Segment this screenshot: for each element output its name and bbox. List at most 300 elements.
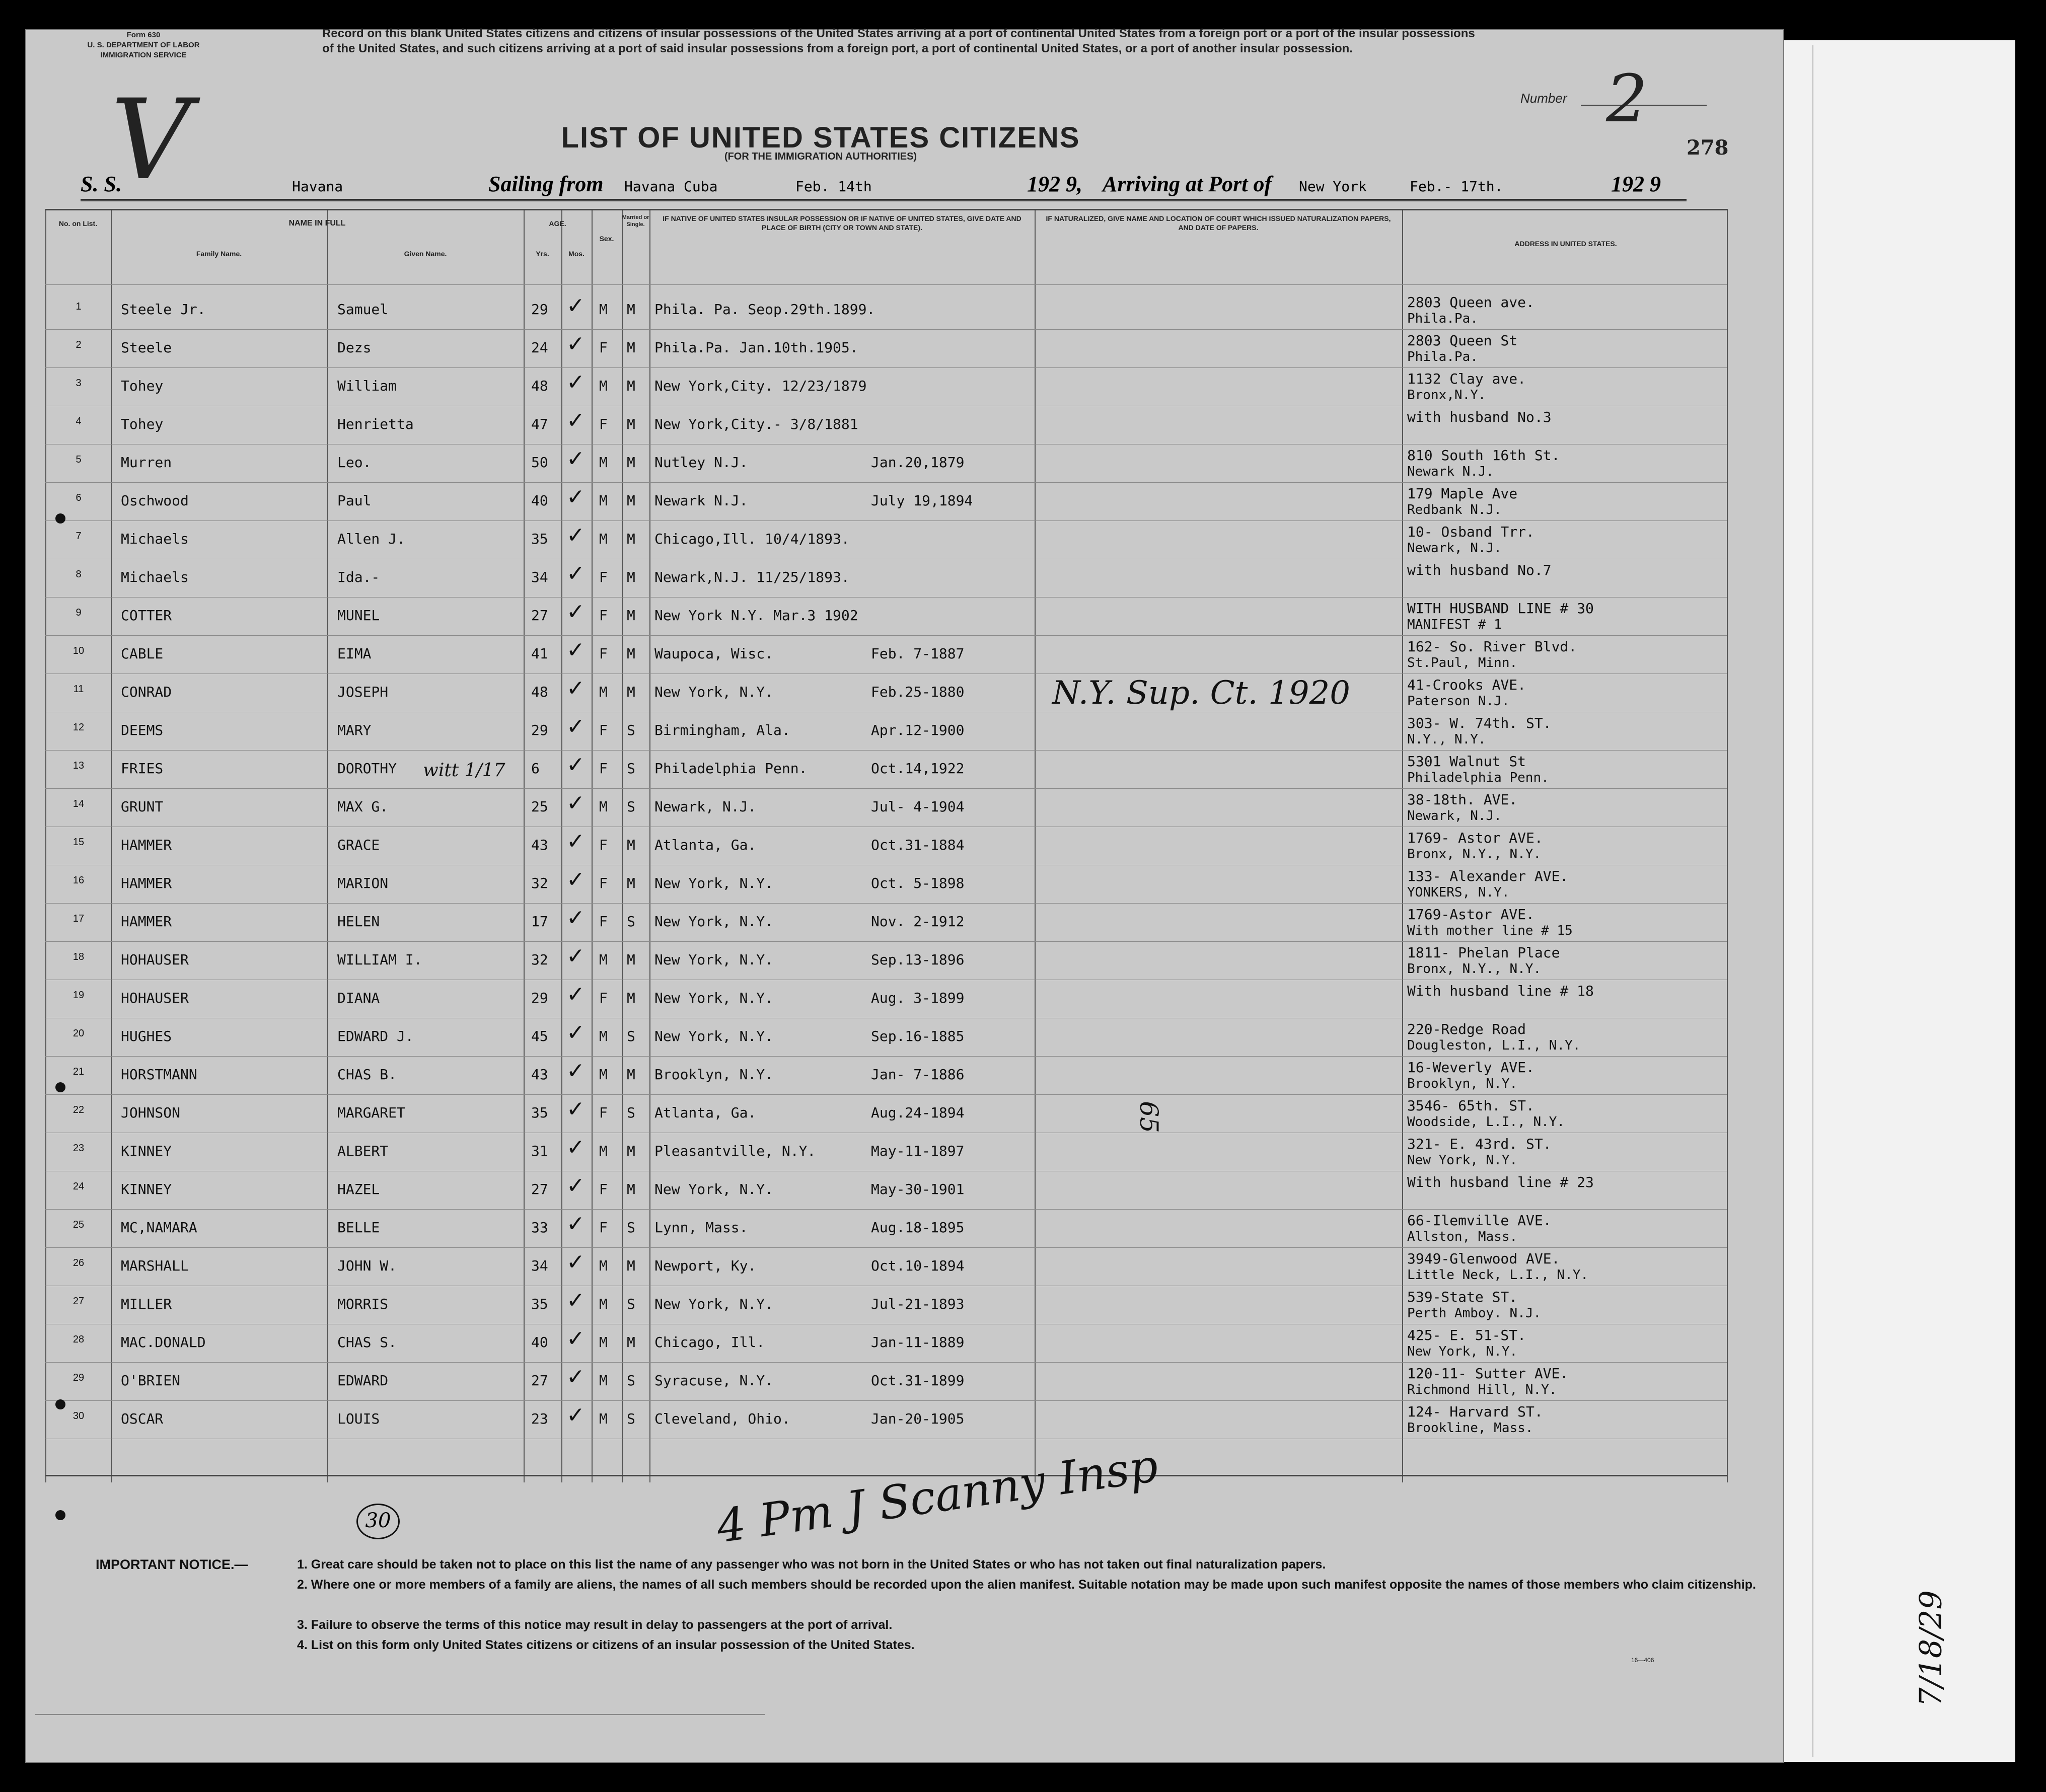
row-number: 2	[76, 339, 82, 350]
sex: F	[599, 760, 608, 777]
birth-place: Lynn, Mass.	[654, 1219, 748, 1236]
marital-status: S	[627, 1296, 635, 1312]
marital-status: M	[627, 1257, 635, 1274]
marital-status: M	[627, 1066, 635, 1083]
birth-date: Sep.16-1885	[871, 1028, 965, 1044]
address-line-2: Dougleston, L.I., N.Y.	[1407, 1038, 1581, 1053]
address-line-2: MANIFEST # 1	[1407, 617, 1502, 632]
marital-status: S	[627, 722, 635, 738]
arriving-port: New York	[1299, 178, 1367, 195]
given-name: MORRIS	[337, 1296, 389, 1312]
header-rule	[45, 284, 1727, 285]
check-mark-icon: ✓	[566, 1364, 585, 1390]
family-name: HUGHES	[121, 1028, 172, 1044]
address-line-1: 66-Ilemville AVE.	[1407, 1212, 1552, 1229]
age-years: 29	[531, 301, 548, 318]
family-name: Michaels	[121, 531, 189, 547]
row-number: 27	[72, 1296, 85, 1307]
col-rule	[45, 209, 46, 1482]
check-mark-icon: ✓	[566, 1096, 585, 1122]
address-line-2: YONKERS, N.Y.	[1407, 885, 1510, 900]
department-name: U. S. DEPARTMENT OF LABOR	[87, 41, 200, 49]
given-name: CHAS S.	[337, 1334, 397, 1351]
address-line-1: 120-11- Sutter AVE.	[1407, 1365, 1569, 1382]
row-rule	[45, 1362, 1727, 1363]
col-rule	[622, 209, 623, 1482]
sex: F	[599, 1104, 608, 1121]
address-line-1: 3546- 65th. ST.	[1407, 1097, 1534, 1114]
marital-status: M	[627, 951, 635, 968]
row-number: 17	[72, 913, 85, 924]
birth-date: July 19,1894	[871, 492, 973, 509]
family-name: HAMMER	[121, 875, 172, 891]
age-years: 34	[531, 569, 548, 585]
birth-place: New York,City.- 3/8/1881	[654, 416, 858, 432]
row-number: 18	[72, 951, 85, 962]
inspector-signature: 4 Pm J Scanny Insp	[713, 1439, 1161, 1553]
row-number: 13	[72, 760, 85, 771]
check-mark-icon: ✓	[566, 637, 585, 663]
sex: F	[599, 990, 608, 1006]
address-line-2: St.Paul, Minn.	[1407, 655, 1518, 670]
row-number: 26	[72, 1257, 85, 1268]
check-mark-icon: ✓	[566, 1020, 585, 1046]
age-years: 40	[531, 1334, 548, 1351]
given-name: Paul	[337, 492, 372, 509]
row-number: 25	[72, 1219, 85, 1230]
row-rule	[45, 903, 1727, 904]
marital-status: S	[627, 913, 635, 930]
col-header-naturalized: IF NATURALIZED, GIVE NAME AND LOCATION OF COURT WHICH ISSUED NATURALIZATION PAPERS, AND DATE OF PAPERS.	[1046, 214, 1391, 232]
address-line-1: WITH HUSBAND LINE # 30	[1407, 600, 1594, 617]
address-line-1: 2803 Queen ave.	[1407, 294, 1534, 311]
sex: M	[599, 531, 608, 547]
check-mark-icon: ✓	[566, 561, 585, 586]
address-line-1: 303- W. 74th. ST.	[1407, 715, 1552, 731]
row-number: 3	[76, 378, 82, 389]
col-header-address: ADDRESS IN UNITED STATES.	[1514, 240, 1617, 248]
col-header-family: Family Name.	[196, 250, 242, 258]
address-line-1: 5301 Walnut St	[1407, 753, 1526, 770]
address-line-1: 810 South 16th St.	[1407, 447, 1560, 464]
notice-item-2: 2. Where one or more members of a family are aliens, the names of all such members should be recorded upon the alien manifest. Suitable notation may be made upon such manifest opposite the names of those members who claim citizenship.	[297, 1578, 1756, 1592]
marital-status: M	[627, 684, 635, 700]
row-rule	[45, 788, 1727, 789]
birth-place: Cleveland, Ohio.	[654, 1410, 790, 1427]
marital-status: S	[627, 798, 635, 815]
birth-place: New York,City. 12/23/1879	[654, 378, 867, 394]
marital-status: M	[627, 492, 635, 509]
marital-status: S	[627, 1104, 635, 1121]
col-rule	[111, 209, 112, 1482]
age-years: 32	[531, 875, 548, 891]
marital-status: M	[627, 1334, 635, 1351]
address-line-2: New York, N.Y.	[1407, 1153, 1518, 1168]
given-name: MARION	[337, 875, 389, 891]
address-line-1: 38-18th. AVE.	[1407, 791, 1518, 808]
address-line-1: 179 Maple Ave	[1407, 485, 1518, 502]
col-header-yrs: Yrs.	[536, 250, 549, 258]
address-line-2: Newark, N.J.	[1407, 808, 1502, 824]
row-number: 5	[76, 454, 82, 465]
birth-place: New York, N.Y.	[654, 1028, 774, 1044]
check-mark-icon: ✓	[566, 943, 585, 969]
check-mark-icon: ✓	[566, 829, 585, 854]
voyage-rule	[81, 199, 1687, 201]
check-mark-icon: ✓	[566, 599, 585, 625]
address-line-1: 425- E. 51-ST.	[1407, 1327, 1526, 1343]
check-mark-icon: ✓	[566, 905, 585, 931]
sex: M	[599, 454, 608, 471]
birth-date: Oct.31-1899	[871, 1372, 965, 1389]
marital-status: M	[627, 531, 635, 547]
family-name: JOHNSON	[121, 1104, 181, 1121]
family-name: KINNEY	[121, 1181, 172, 1198]
row-number: 30	[72, 1410, 85, 1422]
birth-date: May-30-1901	[871, 1181, 965, 1198]
address-line-2: Phila.Pa.	[1407, 349, 1478, 364]
row-number: 16	[72, 875, 85, 886]
birth-place: Chicago,Ill. 10/4/1893.	[654, 531, 850, 547]
given-name: Dezs	[337, 339, 372, 356]
birth-date: Jan- 7-1886	[871, 1066, 965, 1083]
row-rule	[45, 329, 1727, 330]
sex: M	[599, 1257, 608, 1274]
address-line-2: Bronx, N.Y., N.Y.	[1407, 961, 1542, 977]
marital-status: S	[627, 760, 635, 777]
marital-status: M	[627, 569, 635, 585]
row-rule	[45, 1247, 1727, 1248]
row-number: 12	[72, 722, 85, 733]
binder-hole	[55, 1082, 65, 1092]
address-line-2: With mother line # 15	[1407, 923, 1573, 938]
check-mark-icon: ✓	[566, 293, 585, 319]
sex: M	[599, 301, 608, 318]
row-number: 8	[76, 569, 82, 580]
age-years: 47	[531, 416, 548, 432]
marital-status: M	[627, 339, 635, 356]
family-name: COTTER	[121, 607, 172, 624]
address-line-2: Richmond Hill, N.Y.	[1407, 1382, 1557, 1397]
col-header-given: Given Name.	[404, 250, 447, 258]
address-line-1: 1811- Phelan Place	[1407, 944, 1560, 961]
family-name: CABLE	[121, 645, 164, 662]
col-header-name: NAME IN FULL	[288, 219, 346, 228]
sex: M	[599, 1334, 608, 1351]
address-line-2: Philadelphia Penn.	[1407, 770, 1549, 785]
table-bottom-rule	[45, 1475, 1727, 1476]
check-mark-icon: ✓	[566, 790, 585, 816]
address-line-1: 220-Redge Road	[1407, 1021, 1526, 1037]
sex: F	[599, 837, 608, 853]
notice-item-1: 1. Great care should be taken not to place on this list the name of any passenger who was not born in the United States or who has not taken out final naturalization papers.	[297, 1557, 1326, 1572]
family-name: DEEMS	[121, 722, 164, 738]
row-rule	[45, 635, 1727, 636]
sex: F	[599, 875, 608, 891]
given-name: MAX G.	[337, 798, 389, 815]
check-mark-annotation: V	[111, 76, 191, 204]
address-line-2: Phila.Pa.	[1407, 311, 1478, 326]
ss-label: S. S.	[81, 172, 122, 196]
family-name: CONRAD	[121, 684, 172, 700]
birth-date: Jul- 4-1904	[871, 798, 965, 815]
given-name: EDWARD	[337, 1372, 389, 1389]
voyage-line	[81, 171, 1692, 201]
torn-bottom-edge	[35, 1714, 765, 1735]
check-mark-icon: ✓	[566, 1173, 585, 1199]
address-line-2: Brookline, Mass.	[1407, 1421, 1533, 1436]
marital-status: S	[627, 1372, 635, 1389]
birth-date: Oct.31-1884	[871, 837, 965, 853]
given-name: BELLE	[337, 1219, 380, 1236]
sailing-label: Sailing from	[488, 172, 604, 196]
row-rule	[45, 1056, 1727, 1057]
family-name: MILLER	[121, 1296, 172, 1312]
age-years: 24	[531, 339, 548, 356]
age-years: 34	[531, 1257, 548, 1274]
sex: M	[599, 1028, 608, 1044]
family-name: GRUNT	[121, 798, 164, 815]
row-number: 24	[72, 1181, 85, 1192]
naturalization-note: N.Y. Sup. Ct. 1920	[1052, 675, 1350, 712]
check-mark-icon: ✓	[566, 446, 585, 472]
address-line-1: 162- So. River Blvd.	[1407, 638, 1577, 655]
given-name: ALBERT	[337, 1143, 389, 1159]
given-name: HAZEL	[337, 1181, 380, 1198]
check-mark-icon: ✓	[566, 867, 585, 892]
address-line-1: 133- Alexander AVE.	[1407, 868, 1569, 884]
sex: M	[599, 1143, 608, 1159]
circled-total: 30	[356, 1504, 400, 1539]
address-line-2: Bronx,N.Y.	[1407, 388, 1486, 403]
row-rule	[45, 597, 1727, 598]
given-name: EDWARD J.	[337, 1028, 414, 1044]
birth-date: Jan.20,1879	[871, 454, 965, 471]
age-years: 43	[531, 837, 548, 853]
birth-place: Birmingham, Ala.	[654, 722, 790, 738]
birth-date: Jan-11-1889	[871, 1334, 965, 1351]
given-name: MARGARET	[337, 1104, 405, 1121]
sex: F	[599, 1219, 608, 1236]
birth-place: Waupoca, Wisc.	[654, 645, 774, 662]
row-rule	[45, 1209, 1727, 1210]
sailing-year: 192 9,	[1027, 172, 1082, 196]
age-years: 35	[531, 531, 548, 547]
row-number: 11	[73, 684, 84, 695]
family-name: Tohey	[121, 416, 164, 432]
row-rule	[45, 941, 1727, 942]
given-name: Leo.	[337, 454, 372, 471]
marital-status: M	[627, 1181, 635, 1198]
row-number: 7	[76, 531, 82, 542]
age-years: 29	[531, 990, 548, 1006]
given-name: MARY	[337, 722, 372, 738]
given-name: DOROTHY	[337, 760, 397, 777]
birth-place: Atlanta, Ga.	[654, 1104, 757, 1121]
marital-status: M	[627, 607, 635, 624]
check-mark-icon: ✓	[566, 331, 585, 357]
form-department	[55, 30, 232, 60]
col-rule	[561, 209, 562, 1482]
col-header-mos: Mos.	[568, 250, 584, 258]
birth-place: New York, N.Y.	[654, 990, 774, 1006]
marital-status: M	[627, 416, 635, 432]
sex: F	[599, 1181, 608, 1198]
sex: M	[599, 492, 608, 509]
row-number: 10	[72, 645, 85, 656]
family-name: FRIES	[121, 760, 164, 777]
age-years: 17	[531, 913, 548, 930]
notice-lead: IMPORTANT NOTICE.—	[96, 1557, 248, 1572]
address-line-1: 16-Weverly AVE.	[1407, 1059, 1534, 1076]
given-name: WILLIAM I.	[337, 951, 422, 968]
age-years: 33	[531, 1219, 548, 1236]
birth-date: Feb.25-1880	[871, 684, 965, 700]
age-years: 27	[531, 1181, 548, 1198]
address-line-1: with husband No.3	[1407, 409, 1552, 425]
family-name: MAC.DONALD	[121, 1334, 206, 1351]
sex: F	[599, 913, 608, 930]
address-line-1: 321- E. 43rd. ST.	[1407, 1136, 1552, 1152]
birth-date: May-11-1897	[871, 1143, 965, 1159]
arriving-year: 192 9	[1611, 172, 1661, 196]
row-rule	[45, 367, 1727, 368]
col-header-no: No. on List.	[58, 219, 98, 228]
family-name: HOHAUSER	[121, 990, 189, 1006]
sailing-date: Feb. 14th	[795, 178, 872, 195]
row-number: 21	[72, 1066, 85, 1077]
marital-status: M	[627, 837, 635, 853]
age-years: 43	[531, 1066, 548, 1083]
binder-hole	[55, 1399, 65, 1409]
family-name: HAMMER	[121, 913, 172, 930]
address-line-1: 3949-Glenwood AVE.	[1407, 1250, 1560, 1267]
address-line-1: With husband line # 18	[1407, 983, 1594, 999]
birth-date: Apr.12-1900	[871, 722, 965, 738]
sex: M	[599, 378, 608, 394]
check-mark-icon: ✓	[566, 752, 585, 778]
birth-date: Aug. 3-1899	[871, 990, 965, 1006]
birth-place: Chicago, Ill.	[654, 1334, 765, 1351]
marital-status: M	[627, 378, 635, 394]
sex: F	[599, 645, 608, 662]
age-years: 27	[531, 607, 548, 624]
row-rule	[45, 520, 1727, 521]
address-line-1: 539-State ST.	[1407, 1289, 1518, 1305]
given-name: LOUIS	[337, 1410, 380, 1427]
check-mark-icon: ✓	[566, 714, 585, 739]
family-name: Michaels	[121, 569, 189, 585]
age-years: 23	[531, 1410, 548, 1427]
marital-status: M	[627, 990, 635, 1006]
check-mark-icon: ✓	[566, 1326, 585, 1352]
service-name: IMMIGRATION SERVICE	[100, 51, 187, 59]
sailing-from: Havana Cuba	[624, 178, 718, 195]
address-line-2: Redbank N.J.	[1407, 502, 1502, 517]
age-years: 48	[531, 378, 548, 394]
arriving-label: Arriving at Port of	[1103, 172, 1272, 196]
sex: M	[599, 684, 608, 700]
row-rule	[45, 750, 1727, 751]
row-number: 6	[76, 492, 82, 503]
binder-hole	[55, 1510, 65, 1520]
birth-place: Brooklyn, N.Y.	[654, 1066, 774, 1083]
address-line-2: Newark, N.J.	[1407, 541, 1502, 556]
col-header-birth: IF NATIVE OF UNITED STATES INSULAR POSSESSION OR IF NATIVE OF UNITED STATES, GIVE DATE AND PLACE OF BIRTH (CITY OR TOWN AND STATE).	[663, 214, 1021, 232]
address-line-2: Woodside, L.I., N.Y.	[1407, 1114, 1565, 1130]
family-name: Steele Jr.	[121, 301, 206, 318]
age-years: 6	[531, 760, 540, 777]
age-years: 25	[531, 798, 548, 815]
col-header-sex: Sex.	[599, 235, 614, 243]
marital-status: M	[627, 645, 635, 662]
given-name: EIMA	[337, 645, 372, 662]
given-name: HELEN	[337, 913, 380, 930]
given-name: Allen J.	[337, 531, 405, 547]
marital-status: S	[627, 1028, 635, 1044]
arriving-date: Feb.- 17th.	[1410, 178, 1503, 195]
family-name: HAMMER	[121, 837, 172, 853]
birth-place: New York, N.Y.	[654, 1181, 774, 1198]
marital-status: M	[627, 875, 635, 891]
row-number: 9	[76, 607, 82, 618]
birth-place: Syracuse, N.Y.	[654, 1372, 774, 1389]
sex: M	[599, 1410, 608, 1427]
row-rule	[45, 1400, 1727, 1401]
sex: F	[599, 569, 608, 585]
address-line-2: Bronx, N.Y., N.Y.	[1407, 847, 1542, 862]
check-mark-icon: ✓	[566, 982, 585, 1007]
family-name: Murren	[121, 454, 172, 471]
birth-date: Aug.24-1894	[871, 1104, 965, 1121]
right-margin-note: 7/18/29	[1913, 1590, 1949, 1707]
given-name: DIANA	[337, 990, 380, 1006]
check-mark-icon: ✓	[566, 1058, 585, 1084]
col-header-married: Married or Single.	[622, 214, 649, 228]
check-mark-icon: ✓	[566, 484, 585, 510]
binder-hole	[55, 513, 65, 524]
col-header-age: AGE.	[549, 219, 566, 228]
birth-place: Newark N.J.	[654, 492, 748, 509]
family-name: MARSHALL	[121, 1257, 189, 1274]
age-years: 35	[531, 1104, 548, 1121]
stamp-number: 65	[1134, 1101, 1163, 1133]
row-number: 20	[72, 1028, 85, 1039]
family-name: HOHAUSER	[121, 951, 189, 968]
sex: M	[599, 951, 608, 968]
family-name: MC,NAMARA	[121, 1219, 197, 1236]
age-years: 31	[531, 1143, 548, 1159]
row-number: 19	[72, 990, 85, 1001]
row-number: 29	[72, 1372, 85, 1383]
family-name: O'BRIEN	[121, 1372, 181, 1389]
address-line-1: 1132 Clay ave.	[1407, 370, 1526, 387]
table-top-rule	[45, 209, 1727, 210]
birth-place: Newark, N.J.	[654, 798, 757, 815]
family-name: OSCAR	[121, 1410, 164, 1427]
given-name: Henrietta	[337, 416, 414, 432]
birth-date: Sep.13-1896	[871, 951, 965, 968]
given-name: CHAS B.	[337, 1066, 397, 1083]
sex: M	[599, 798, 608, 815]
birth-place: New York, N.Y.	[654, 951, 774, 968]
age-years: 41	[531, 645, 548, 662]
age-years: 48	[531, 684, 548, 700]
given-name: Ida.-	[337, 569, 380, 585]
birth-date: Jan-20-1905	[871, 1410, 965, 1427]
marital-status: S	[627, 1219, 635, 1236]
birth-date: Oct. 5-1898	[871, 875, 965, 891]
